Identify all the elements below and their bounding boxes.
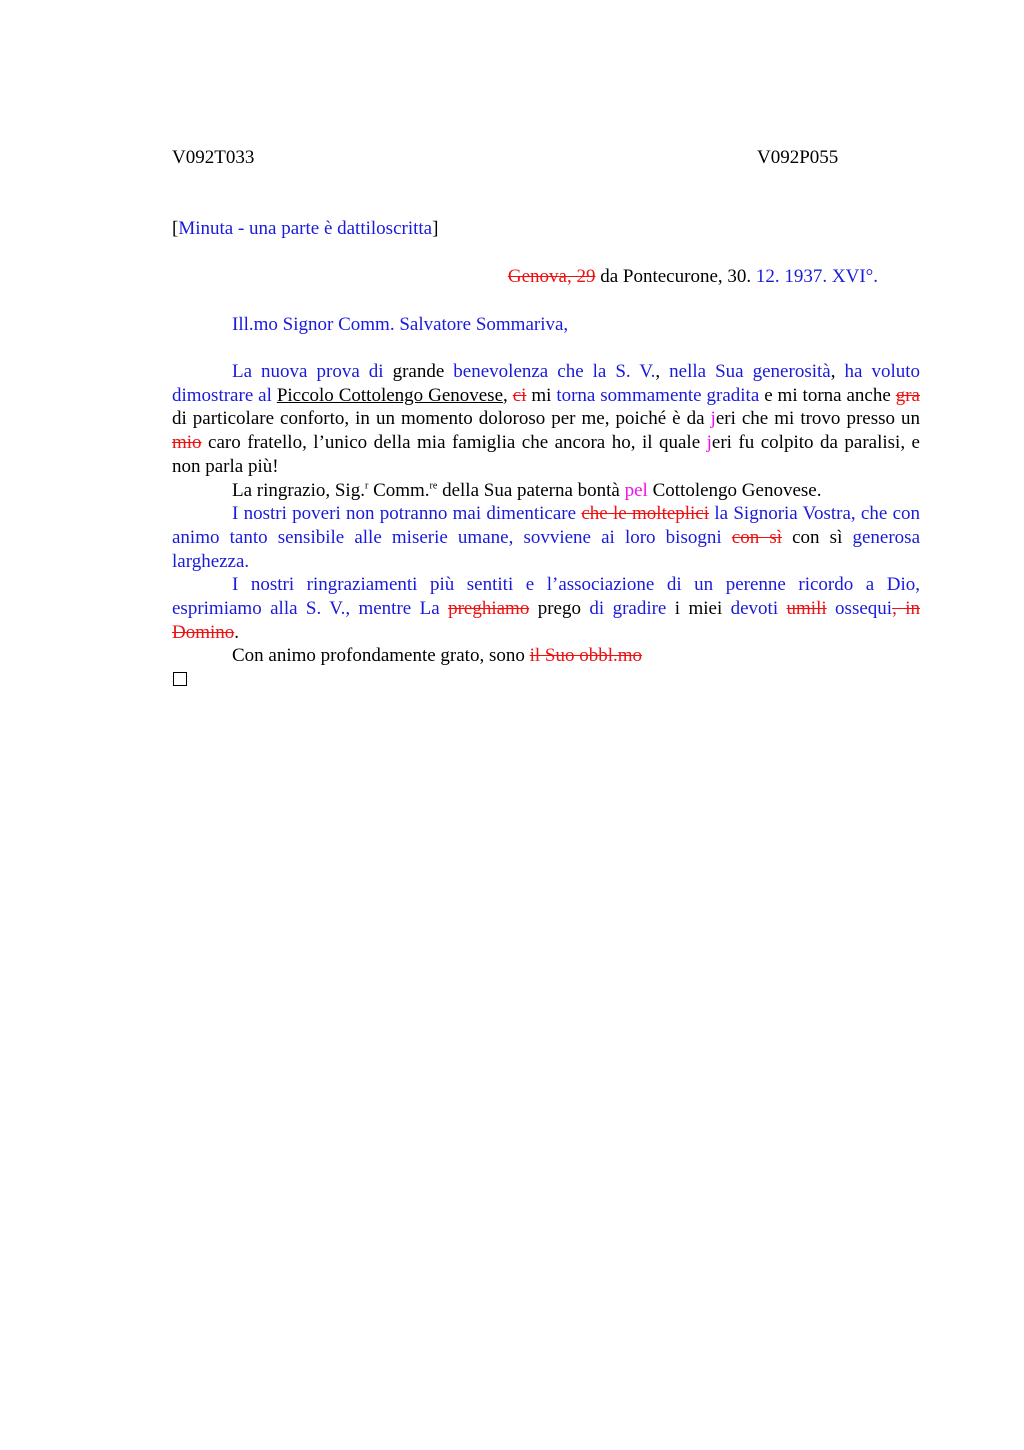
text-segment: I nostri poveri non potranno mai dimenticare <box>232 503 582 525</box>
note-text: Minuta - una parte è dattiloscritta <box>178 218 433 239</box>
deleted-text: , in Domino <box>172 598 920 643</box>
deleted-text: con sì <box>731 526 782 548</box>
paragraph-1 <box>172 360 920 479</box>
text-segment: Comm. <box>368 479 430 501</box>
note-bracket-open: [ <box>172 218 179 239</box>
text-segment: di gradire <box>589 598 667 620</box>
deleted-text: gra <box>895 384 920 406</box>
text-segment: eri fu colpito da paralisi, e non parla più! <box>172 432 920 477</box>
text-segment: eri che mi trovo presso un <box>715 408 921 430</box>
text-segment: con sì <box>782 526 853 548</box>
text-segment: , <box>830 361 845 382</box>
text-segment: , <box>655 361 670 382</box>
superscript: re <box>429 480 438 492</box>
text-segment: devoti <box>730 598 779 620</box>
inserted-letter: j <box>706 432 712 454</box>
text-segment: di particolare conforto, in un momento doloroso per me, poiché è da <box>172 408 711 430</box>
text-segment: caro fratello, l’unico della mia famiglia che ancora ho, il quale <box>201 432 707 454</box>
deleted-text: ci <box>512 384 527 406</box>
text-segment: mi <box>526 384 557 406</box>
inserted-text: pel <box>624 479 648 501</box>
paragraph-3 <box>172 502 920 573</box>
dateline <box>172 265 878 289</box>
text-segment: . <box>234 621 240 643</box>
deleted-text: preghiamo <box>448 598 530 620</box>
text-segment: benevolenza che la S. V. <box>453 361 656 382</box>
text-segment: I nostri ringraziamenti più sentiti e l’associazione di un perenne ricordo a Dio, esprimiamo alla S. V., mentre La <box>172 574 920 620</box>
date-text: 12. 1937. XVI°. <box>755 266 878 287</box>
text-segment: e mi torna anche <box>759 384 896 406</box>
text-segment <box>778 598 786 619</box>
text-segment: della Sua paterna bontà <box>437 479 625 501</box>
empty-square-icon <box>173 672 187 686</box>
deleted-place-date: Genova, 29 <box>507 266 596 287</box>
note-bracket-close: ] <box>432 218 439 239</box>
text-segment: torna sommamente gradita <box>556 384 760 406</box>
text-segment: Con animo profondamente grato, sono <box>232 645 530 667</box>
text-segment: Cottolengo Genovese. <box>647 479 822 501</box>
document-code-right: V092P055 <box>757 147 839 168</box>
deleted-text: umili <box>786 598 827 620</box>
text-segment: La ringrazio, Sig. <box>232 479 365 501</box>
deleted-text: il Suo obbl.mo <box>529 645 643 667</box>
text-segment: i miei <box>666 598 731 620</box>
underlined-name: Piccolo Cottolengo Genovese <box>276 384 504 406</box>
deleted-text: mio <box>172 432 202 454</box>
superscript: r <box>364 480 369 492</box>
text-segment: , <box>503 384 513 406</box>
inserted-letter: j <box>710 408 716 430</box>
text-segment: ossequi <box>826 598 893 620</box>
text-segment: grande <box>383 361 454 382</box>
paragraph-4 <box>172 573 920 644</box>
text-segment: La nuova prova di <box>232 361 384 382</box>
text-segment: generosa larghezza. <box>172 526 921 572</box>
text-segment: ha voluto dimostrare al <box>172 361 921 406</box>
paragraph-5 <box>172 644 920 668</box>
deleted-text: che le molteplici <box>581 503 710 525</box>
salutation: Ill.mo Signor Comm. Salvatore Sommariva, <box>232 314 569 335</box>
editorial-note <box>172 217 438 241</box>
paragraph-2 <box>172 479 920 503</box>
letter-body <box>172 360 920 668</box>
text-segment: la Signoria Vostra, che con animo tanto sensibile alle miserie umane, sovviene ai loro bisogni <box>172 503 920 548</box>
text-segment: nella Sua generosità <box>669 361 831 382</box>
place-text: da Pontecurone, 30. <box>595 266 756 287</box>
document-code-left: V092T033 <box>172 147 255 168</box>
text-segment: prego <box>529 598 590 620</box>
